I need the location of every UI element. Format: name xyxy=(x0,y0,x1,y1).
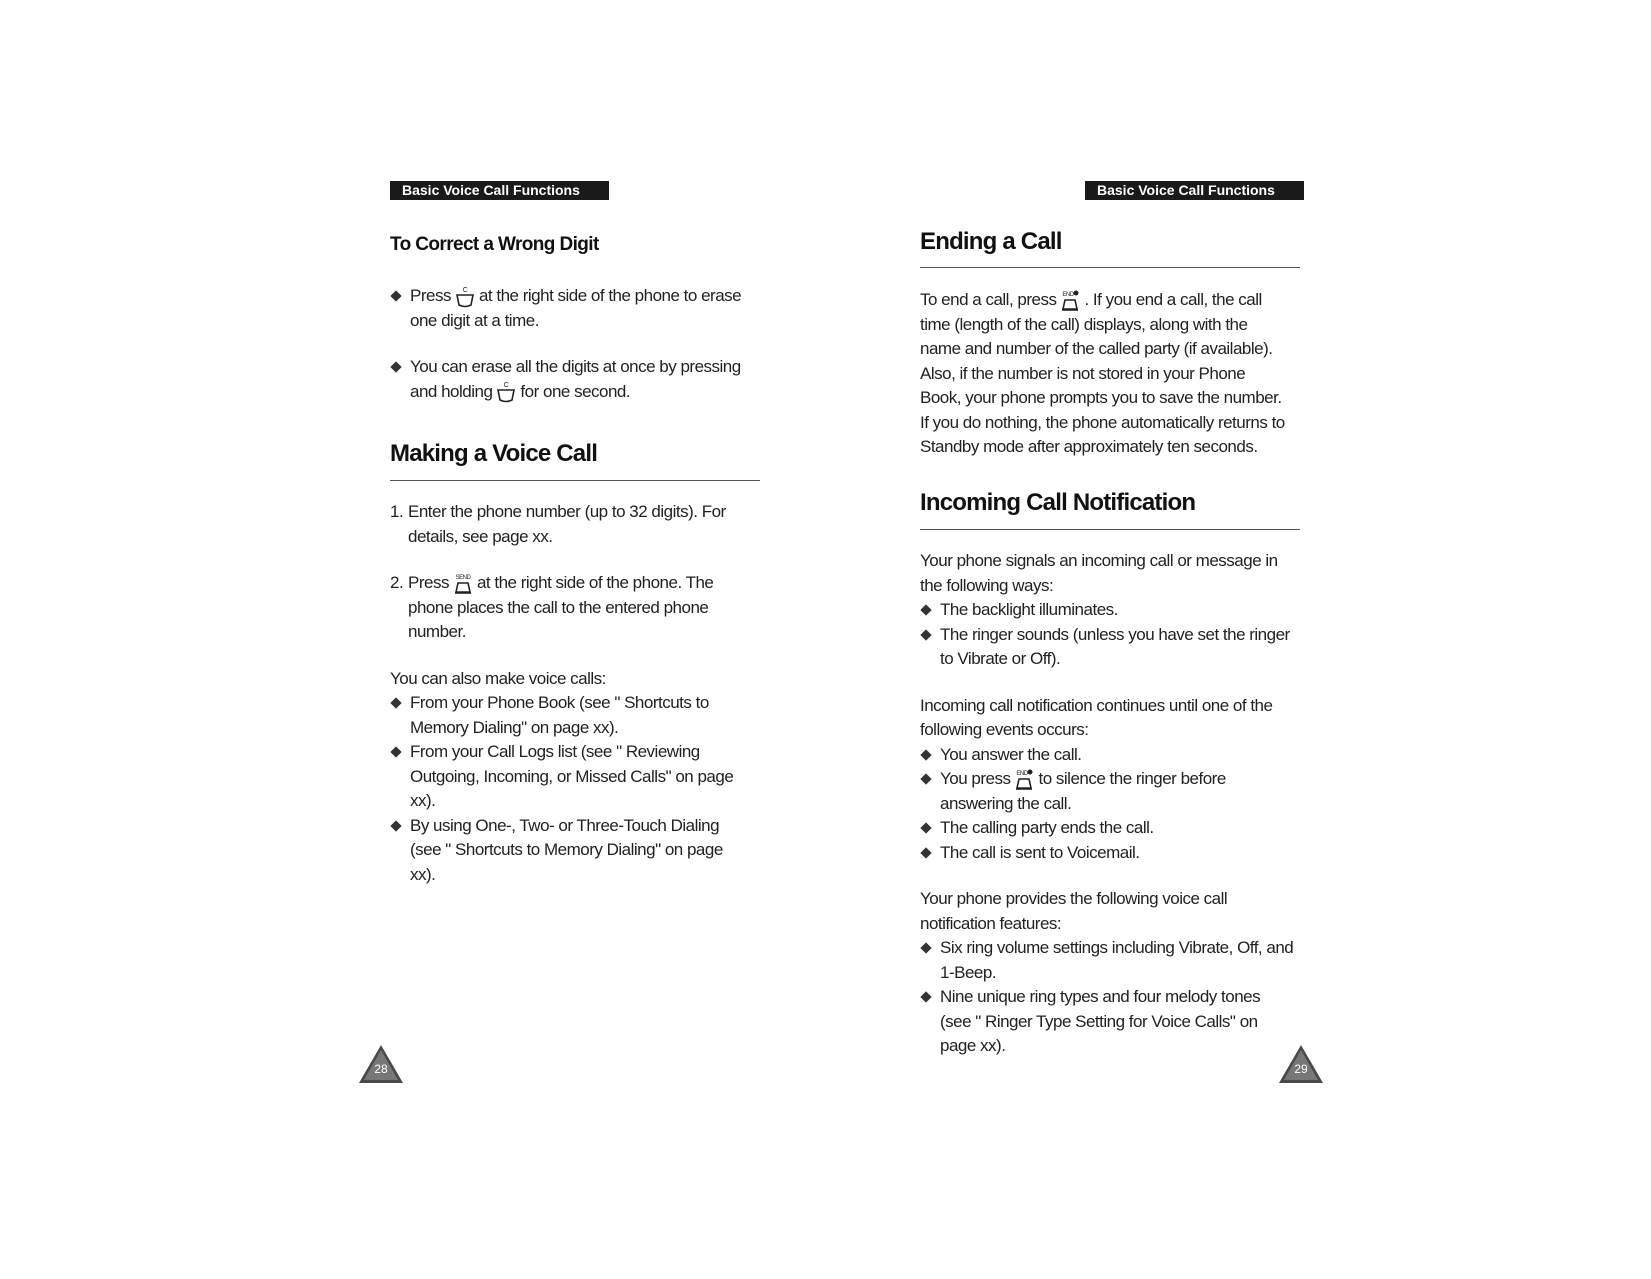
list-item: By using One-, Two- or Three-Touch Dialing (see " Shortcuts to Memory Dialing" on page xx). xyxy=(390,814,750,888)
list-item: The backlight illuminates. xyxy=(920,598,1295,623)
list-item: Six ring volume settings including Vibrate, Off, and 1-Beep. xyxy=(920,936,1295,985)
right-page xyxy=(920,0,1308,1279)
section-divider xyxy=(920,267,1300,268)
body-text: . If you end a call, the call time (length of the call) displays, along with the name and number of the called party (if available). Also, if the number is not stored in your Phone Book, your phone prompts you to save the number. If you do nothing, the phone automatically returns to Standby mode after approximately ten seconds. xyxy=(920,290,1285,456)
item-text: at the right side of the phone to erase one digit at a time. xyxy=(410,286,742,330)
item-text: You can erase all the digits at once by pressing and holding xyxy=(410,357,741,401)
list-item: You answer the call. xyxy=(920,743,1295,768)
list-item: The ringer sounds (unless you have set the ringer to Vibrate or Off). xyxy=(920,623,1295,672)
right-page-header: Basic Voice Call Functions xyxy=(1085,181,1304,200)
left-page-header: Basic Voice Call Functions xyxy=(390,181,609,200)
clear-key-icon xyxy=(454,285,476,309)
page-number-28 xyxy=(358,1044,404,1084)
step-text: at the right side of the phone. The phone places the call to the entered phone number. xyxy=(408,573,714,641)
list-item: From your Phone Book (see " Shortcuts to Memory Dialing" on page xx). xyxy=(390,691,750,740)
step-text: Press xyxy=(408,573,449,592)
step-number: 2. xyxy=(390,573,404,592)
item-text: to silence the ringer before answering the call. xyxy=(940,769,1226,813)
ending-call-title: Ending a Call xyxy=(920,228,1062,255)
item-text: You press xyxy=(940,769,1011,788)
page-number-text: 28 xyxy=(374,1062,388,1076)
correct-digit-heading: To Correct a Wrong Digit xyxy=(390,234,599,255)
end-key-icon xyxy=(1013,768,1035,792)
step-text: Enter the phone number (up to 32 digits). For details, see page xx. xyxy=(408,502,726,546)
svg-text:END: END xyxy=(1016,770,1029,777)
svg-text:SEND: SEND xyxy=(455,574,471,581)
steps-list xyxy=(390,500,750,887)
list-item: The calling party ends the call. xyxy=(920,816,1295,841)
left-page xyxy=(374,0,790,1279)
page-number-text: 29 xyxy=(1294,1062,1308,1076)
item-text: Press xyxy=(410,286,451,305)
svg-text:END: END xyxy=(1062,291,1075,298)
svg-text:C: C xyxy=(504,382,509,389)
list-item xyxy=(390,355,750,404)
section-divider xyxy=(920,529,1300,530)
item-text: for one second. xyxy=(520,381,631,401)
also-intro: You can also make voice calls: xyxy=(390,668,606,688)
incoming-body xyxy=(920,549,1295,1059)
send-key-icon xyxy=(452,572,474,596)
step-number: 1. xyxy=(390,502,404,521)
step-item xyxy=(390,571,750,645)
continues-intro: Incoming call notification continues until one of the following events occurs: xyxy=(920,695,1273,739)
incoming-notification-title: Incoming Call Notification xyxy=(920,489,1196,516)
body-text: To end a call, press xyxy=(920,290,1057,309)
list-item: Nine unique ring types and four melody tones (see " Ringer Type Setting for Voice Calls" on page xx). xyxy=(920,985,1295,1059)
svg-text:C: C xyxy=(462,286,468,294)
correct-digit-list xyxy=(390,284,750,404)
list-item: The call is sent to Voicemail. xyxy=(920,841,1295,866)
clear-key-icon xyxy=(495,380,517,404)
list-item xyxy=(920,767,1295,816)
end-key-icon xyxy=(1059,289,1081,313)
page-number-29 xyxy=(1278,1044,1324,1084)
list-item xyxy=(390,284,750,333)
list-item: From your Call Logs list (see " Reviewing Outgoing, Incoming, or Missed Calls" on page xx). xyxy=(390,740,750,814)
features-intro: Your phone provides the following voice call notification features: xyxy=(920,889,1228,933)
signals-intro: Your phone signals an incoming call or message in the following ways: xyxy=(920,551,1278,595)
ending-call-body xyxy=(920,288,1290,460)
step-item xyxy=(390,500,750,549)
making-call-title: Making a Voice Call xyxy=(390,440,598,467)
section-divider xyxy=(390,480,760,481)
